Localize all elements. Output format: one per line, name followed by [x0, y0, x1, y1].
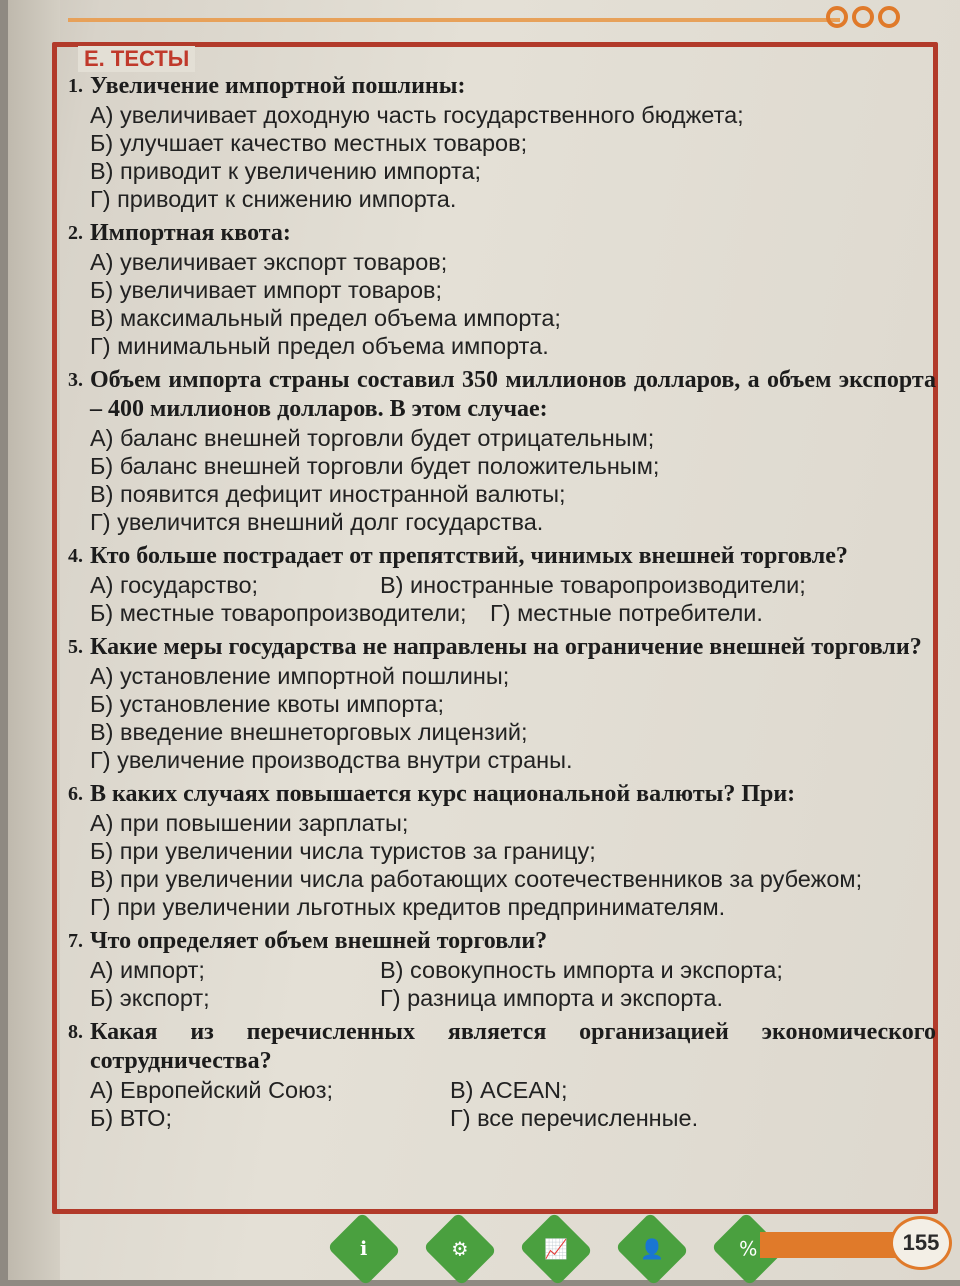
question-5: [68, 633, 936, 774]
chart-icon: 📈: [519, 1212, 593, 1286]
section-title: Е. ТЕСТЫ: [78, 46, 195, 72]
question-number: 5.: [68, 636, 83, 658]
option-b: Б) ВТО;: [90, 1105, 172, 1131]
question-number: 3.: [68, 369, 83, 391]
option-v: В) иностранные товаропроизводители;: [380, 572, 806, 598]
question-4: [68, 542, 936, 627]
option-g: Г) при увеличении льготных кредитов предпринимателям.: [90, 894, 726, 920]
question-number: 7.: [68, 930, 83, 952]
question-number: 1.: [68, 75, 83, 97]
option-g: Г) все перечисленные.: [450, 1105, 699, 1131]
option-g: Г) приводит к снижению импорта.: [90, 186, 457, 212]
question-text: Объем импорта страны составил 350 миллионов долларов, а объем экспорта – 400 миллионов долларов. В этом случае:: [90, 367, 936, 422]
option-a: А) государство;: [90, 572, 259, 598]
question-number: 8.: [68, 1021, 83, 1043]
gears-icon: ⚙: [423, 1212, 497, 1286]
tests-content: [68, 72, 936, 1138]
option-a: А) Европейский Союз;: [90, 1077, 334, 1103]
option-g: Г) разница импорта и экспорта.: [380, 985, 724, 1011]
option-v: В) максимальный предел объема импорта;: [90, 305, 561, 331]
option-b: Б) установление квоты импорта;: [90, 691, 445, 717]
question-1: [68, 72, 936, 213]
question-text: Увеличение импортной пошлины:: [90, 73, 466, 99]
option-v: В) при увеличении числа работающих соотечественников за рубежом;: [90, 866, 863, 892]
question-text: Что определяет объем внешней торговли?: [90, 928, 548, 954]
option-v: В) ACEAN;: [450, 1077, 568, 1103]
option-g: Г) минимальный предел объема импорта.: [90, 333, 549, 359]
question-6: [68, 780, 936, 921]
option-g: Г) увеличение производства внутри страны.: [90, 747, 573, 773]
question-text: Импортная квота:: [90, 220, 291, 246]
option-g: Г) местные потребители.: [490, 600, 763, 626]
option-a: А) установление импортной пошлины;: [90, 663, 510, 689]
page-number: 155: [890, 1216, 952, 1270]
percent-icon: %: [711, 1212, 785, 1286]
option-v: В) появится дефицит иностранной валюты;: [90, 481, 566, 507]
footer-icons: [330, 1218, 782, 1280]
question-number: 6.: [68, 783, 83, 805]
option-a: А) импорт;: [90, 957, 205, 983]
question-text: Какая из перечисленных является организацией экономического сотрудничества?: [90, 1019, 936, 1074]
option-b: Б) местные товаропроизводители;: [90, 600, 467, 626]
top-decoration-line: [68, 18, 840, 22]
option-g: Г) увеличится внешний долг государства.: [90, 509, 544, 535]
option-b: Б) при увеличении числа туристов за границу;: [90, 838, 596, 864]
question-text: В каких случаях повышается курс национальной валюты? При:: [90, 781, 796, 807]
question-text: Какие меры государства не направлены на ограничение внешней торговли?: [90, 634, 922, 660]
footer-bar: [760, 1232, 910, 1258]
option-v: В) приводит к увеличению импорта;: [90, 158, 482, 184]
option-a: А) при повышении зарплаты;: [90, 810, 409, 836]
option-v: В) совокупность импорта и экспорта;: [380, 957, 783, 983]
option-b: Б) баланс внешней торговли будет положительным;: [90, 453, 660, 479]
question-number: 2.: [68, 222, 83, 244]
info-icon: ℹ: [327, 1212, 401, 1286]
person-icon: 👤: [615, 1212, 689, 1286]
option-a: А) баланс внешней торговли будет отрицательным;: [90, 425, 655, 451]
option-a: А) увеличивает экспорт товаров;: [90, 249, 448, 275]
question-text: Кто больше пострадает от препятствий, чинимых внешней торговле?: [90, 543, 848, 569]
option-v: В) введение внешнеторговых лицензий;: [90, 719, 528, 745]
question-7: [68, 927, 936, 1012]
option-b: Б) увеличивает импорт товаров;: [90, 277, 443, 303]
option-b: Б) улучшает качество местных товаров;: [90, 130, 528, 156]
question-3: [68, 366, 936, 536]
question-2: [68, 219, 936, 360]
option-a: А) увеличивает доходную часть государственного бюджета;: [90, 102, 744, 128]
question-number: 4.: [68, 545, 83, 567]
option-b: Б) экспорт;: [90, 985, 210, 1011]
question-8: [68, 1018, 936, 1132]
rings-decoration: [826, 6, 900, 28]
